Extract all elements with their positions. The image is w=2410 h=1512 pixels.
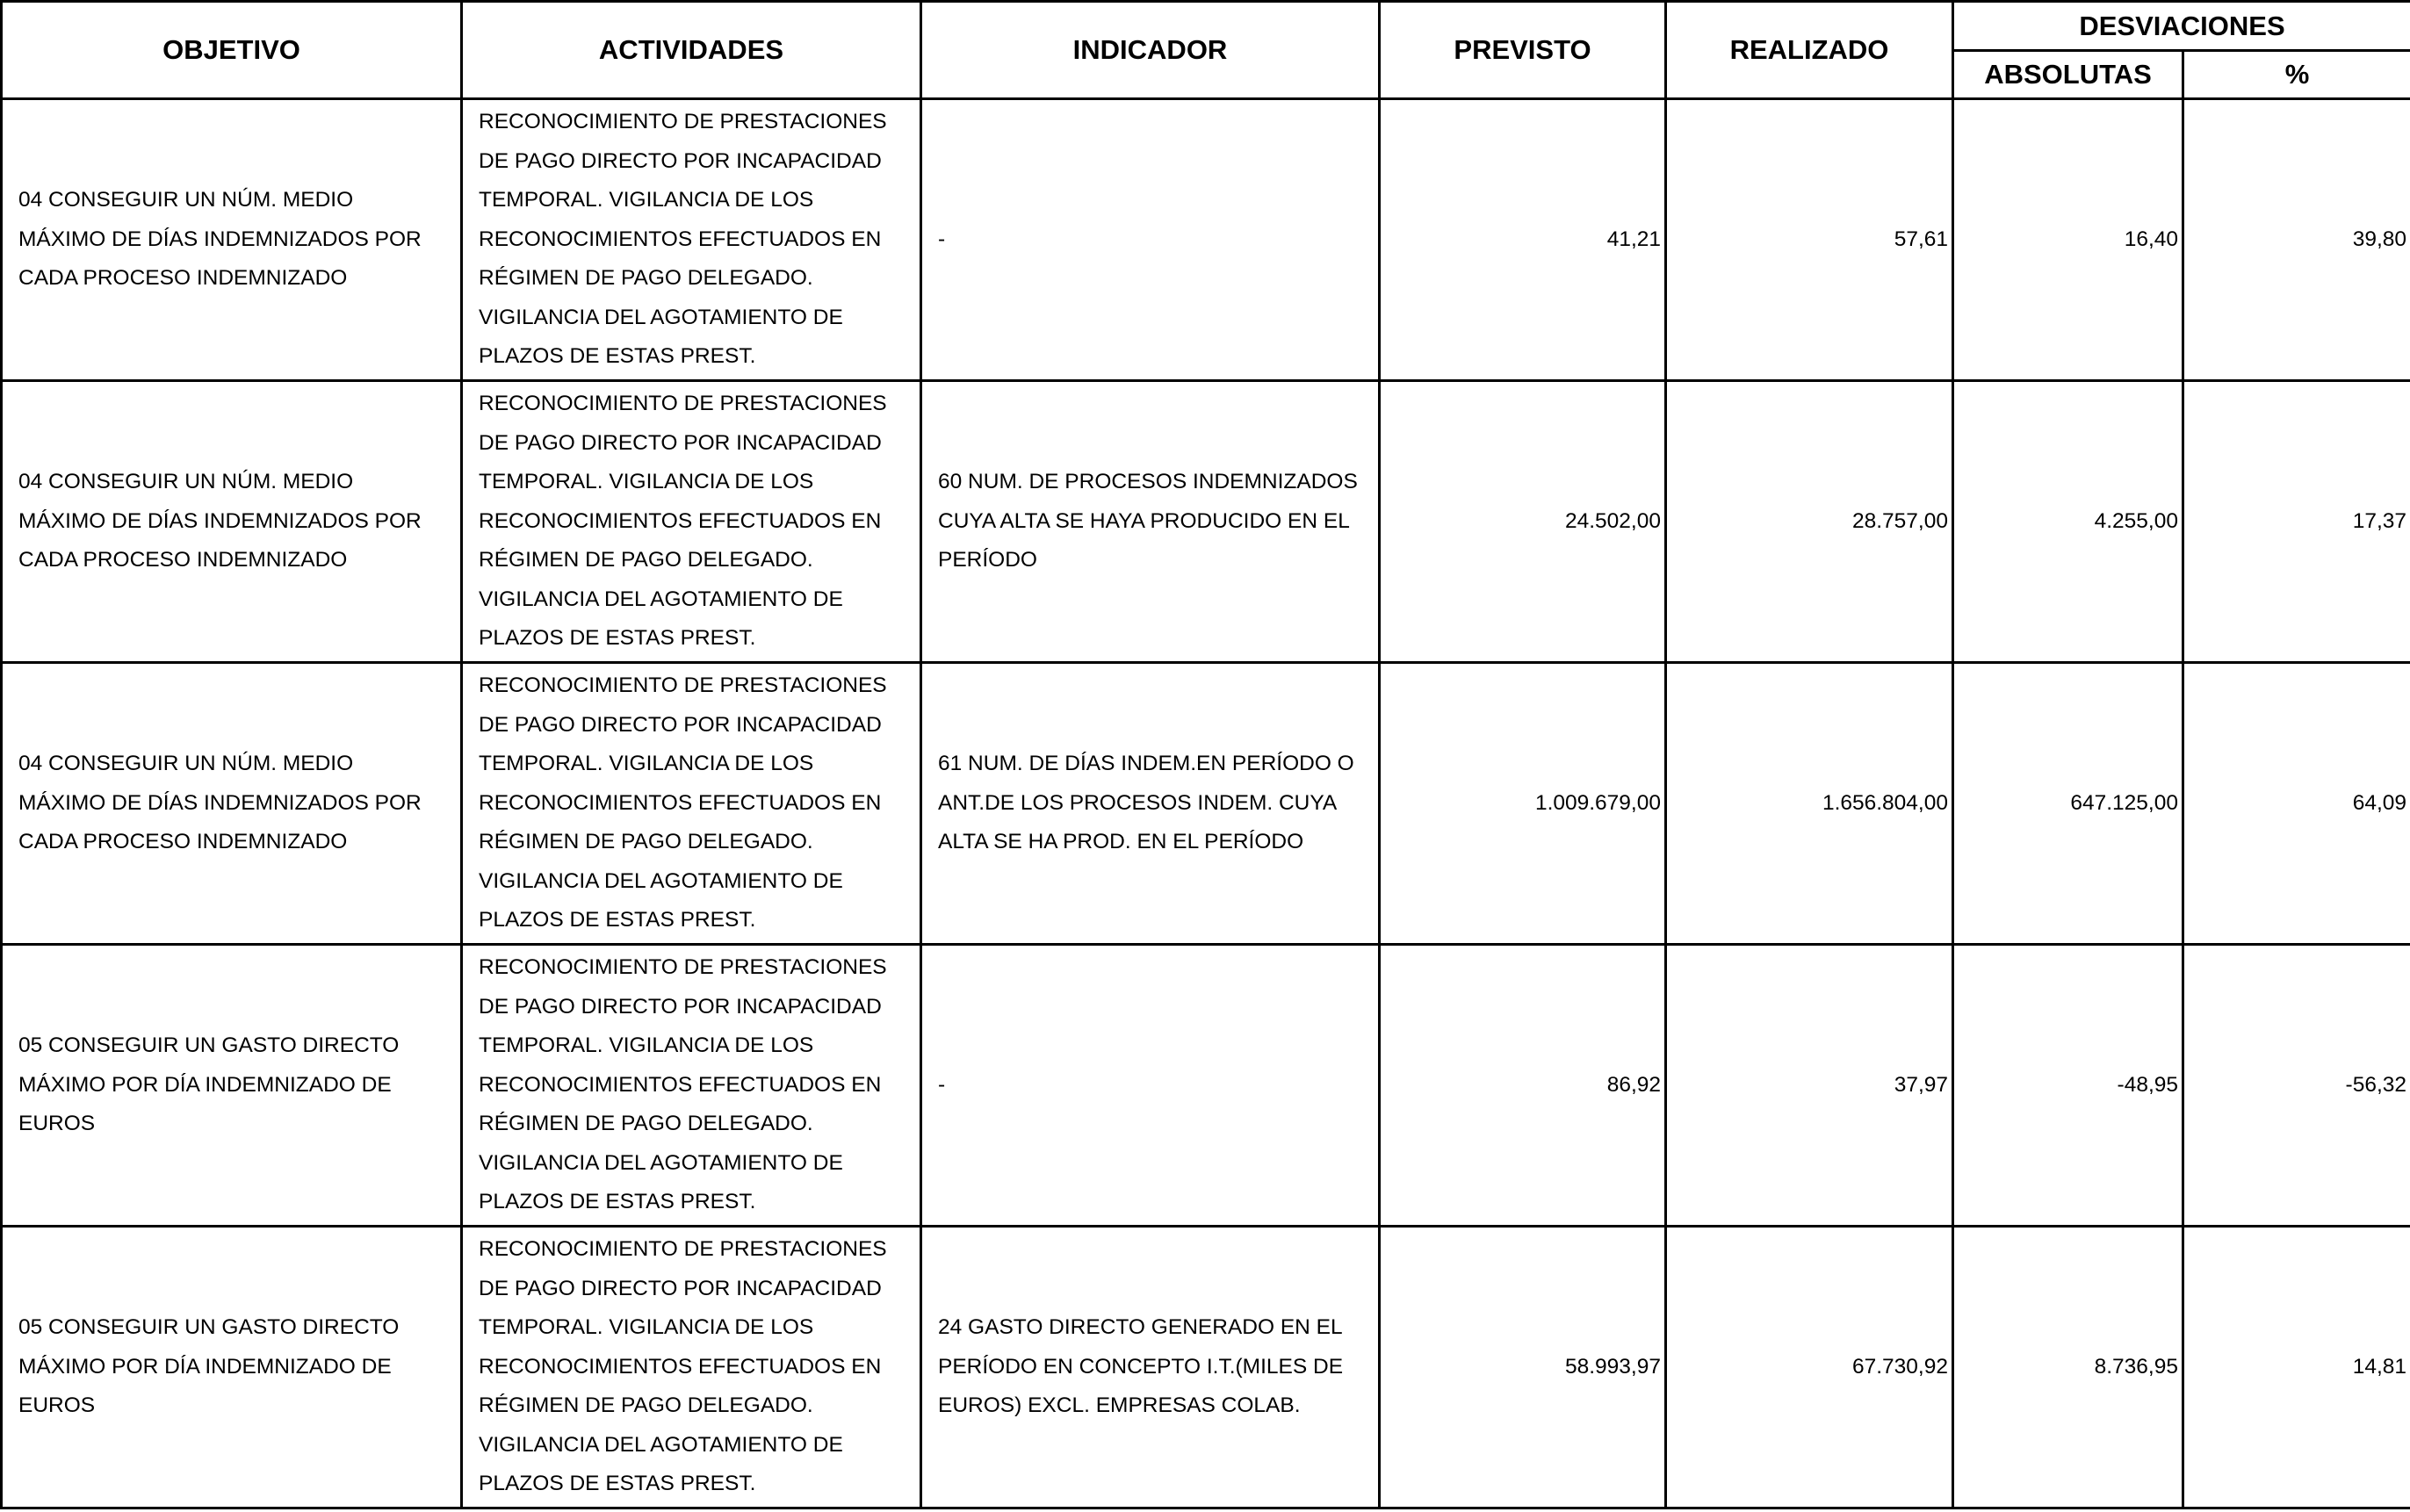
cell-indicador: 24 GASTO DIRECTO GENERADO EN EL PERÍODO EN CONCEPTO I.T.(MILES DE EUROS) EXCL. EMPRESAS COLAB. <box>921 1227 1380 1508</box>
header-objetivo: OBJETIVO <box>2 2 462 99</box>
cell-porcentaje: 39,80 <box>2183 99 2410 381</box>
cell-porcentaje: 17,37 <box>2183 381 2410 663</box>
cell-porcentaje: -56,32 <box>2183 945 2410 1227</box>
cell-actividades: RECONOCIMIENTO DE PRESTACIONES DE PAGO DIRECTO POR INCAPACIDAD TEMPORAL. VIGILANCIA DE LOS RECONOCIMIENTOS EFECTUADOS EN RÉGIMEN DE PAGO DELEGADO. VIGILANCIA DEL AGOTAMIENTO DE PLAZOS DE ESTAS PREST. <box>462 1227 921 1508</box>
header-realizado: REALIZADO <box>1666 2 1953 99</box>
cell-actividades: RECONOCIMIENTO DE PRESTACIONES DE PAGO DIRECTO POR INCAPACIDAD TEMPORAL. VIGILANCIA DE LOS RECONOCIMIENTOS EFECTUADOS EN RÉGIMEN DE PAGO DELEGADO. VIGILANCIA DEL AGOTAMIENTO DE PLAZOS DE ESTAS PREST. <box>462 663 921 945</box>
header-previsto: PREVISTO <box>1380 2 1666 99</box>
cell-previsto: 86,92 <box>1380 945 1666 1227</box>
cell-absolutas: 647.125,00 <box>1953 663 2183 945</box>
cell-actividades: RECONOCIMIENTO DE PRESTACIONES DE PAGO DIRECTO POR INCAPACIDAD TEMPORAL. VIGILANCIA DE LOS RECONOCIMIENTOS EFECTUADOS EN RÉGIMEN DE PAGO DELEGADO. VIGILANCIA DEL AGOTAMIENTO DE PLAZOS DE ESTAS PREST. <box>462 945 921 1227</box>
cell-previsto: 1.009.679,00 <box>1380 663 1666 945</box>
cell-porcentaje: 14,81 <box>2183 1227 2410 1508</box>
cell-objetivo: 05 CONSEGUIR UN GASTO DIRECTO MÁXIMO POR DÍA INDEMNIZADO DE EUROS <box>2 1227 462 1508</box>
cell-previsto: 58.993,97 <box>1380 1227 1666 1508</box>
table-row <box>2 1227 2410 1508</box>
cell-absolutas: 8.736,95 <box>1953 1227 2183 1508</box>
header-indicador: INDICADOR <box>921 2 1380 99</box>
cell-realizado: 57,61 <box>1666 99 1953 381</box>
cell-indicador: - <box>921 945 1380 1227</box>
table-header <box>2 2 2410 99</box>
cell-porcentaje: 64,09 <box>2183 663 2410 945</box>
table-row <box>2 663 2410 945</box>
cell-realizado: 1.656.804,00 <box>1666 663 1953 945</box>
header-absolutas: ABSOLUTAS <box>1953 51 2183 99</box>
header-actividades: ACTIVIDADES <box>462 2 921 99</box>
cell-objetivo: 04 CONSEGUIR UN NÚM. MEDIO MÁXIMO DE DÍAS INDEMNIZADOS POR CADA PROCESO INDEMNIZADO <box>2 381 462 663</box>
cell-realizado: 37,97 <box>1666 945 1953 1227</box>
table-row <box>2 945 2410 1227</box>
cell-previsto: 41,21 <box>1380 99 1666 381</box>
cell-realizado: 67.730,92 <box>1666 1227 1953 1508</box>
cell-absolutas: 4.255,00 <box>1953 381 2183 663</box>
cell-realizado: 28.757,00 <box>1666 381 1953 663</box>
cell-indicador: - <box>921 99 1380 381</box>
table-row <box>2 381 2410 663</box>
cell-actividades: RECONOCIMIENTO DE PRESTACIONES DE PAGO DIRECTO POR INCAPACIDAD TEMPORAL. VIGILANCIA DE LOS RECONOCIMIENTOS EFECTUADOS EN RÉGIMEN DE PAGO DELEGADO. VIGILANCIA DEL AGOTAMIENTO DE PLAZOS DE ESTAS PREST. <box>462 381 921 663</box>
cell-objetivo: 04 CONSEGUIR UN NÚM. MEDIO MÁXIMO DE DÍAS INDEMNIZADOS POR CADA PROCESO INDEMNIZADO <box>2 99 462 381</box>
cell-previsto: 24.502,00 <box>1380 381 1666 663</box>
header-desviaciones: DESVIACIONES <box>1953 2 2410 51</box>
cell-absolutas: 16,40 <box>1953 99 2183 381</box>
cell-indicador: 61 NUM. DE DÍAS INDEM.EN PERÍODO O ANT.DE LOS PROCESOS INDEM. CUYA ALTA SE HA PROD. EN EL PERÍODO <box>921 663 1380 945</box>
header-porcentaje: % <box>2183 51 2410 99</box>
table-row <box>2 99 2410 381</box>
cell-absolutas: -48,95 <box>1953 945 2183 1227</box>
cell-indicador: 60 NUM. DE PROCESOS INDEMNIZADOS CUYA ALTA SE HAYA PRODUCIDO EN EL PERÍODO <box>921 381 1380 663</box>
table-body <box>2 99 2410 1508</box>
cell-objetivo: 04 CONSEGUIR UN NÚM. MEDIO MÁXIMO DE DÍAS INDEMNIZADOS POR CADA PROCESO INDEMNIZADO <box>2 663 462 945</box>
cell-objetivo: 05 CONSEGUIR UN GASTO DIRECTO MÁXIMO POR DÍA INDEMNIZADO DE EUROS <box>2 945 462 1227</box>
cell-actividades: RECONOCIMIENTO DE PRESTACIONES DE PAGO DIRECTO POR INCAPACIDAD TEMPORAL. VIGILANCIA DE LOS RECONOCIMIENTOS EFECTUADOS EN RÉGIMEN DE PAGO DELEGADO. VIGILANCIA DEL AGOTAMIENTO DE PLAZOS DE ESTAS PREST. <box>462 99 921 381</box>
